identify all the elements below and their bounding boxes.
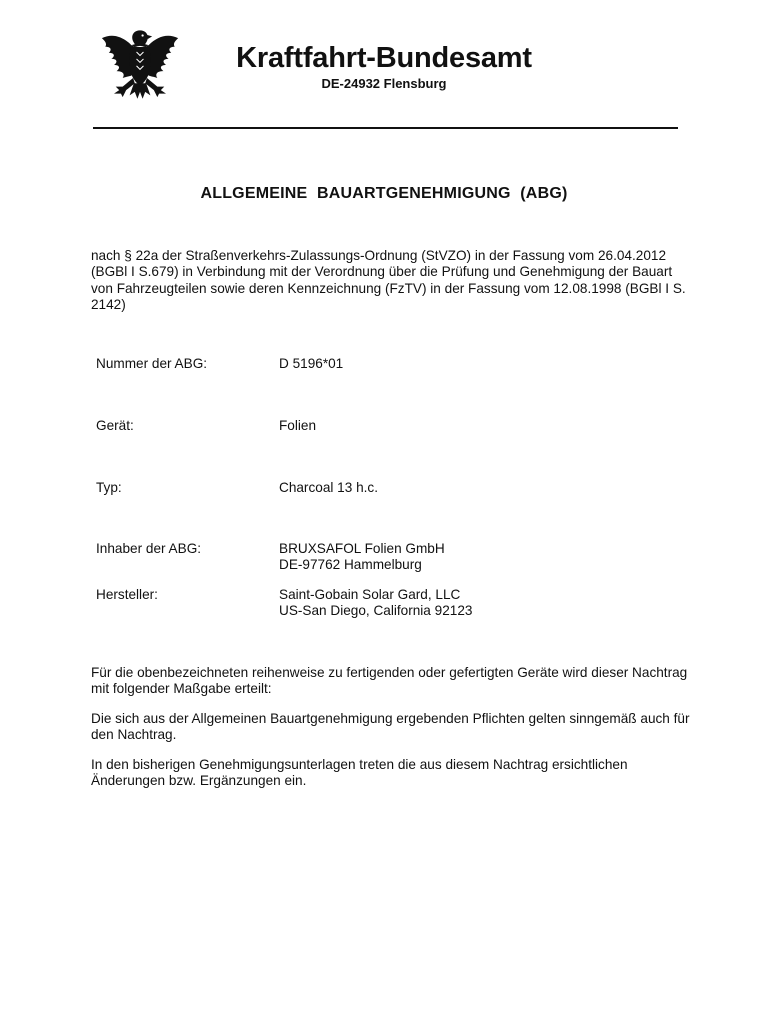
holder-name: BRUXSAFOL Folien GmbH (279, 541, 445, 556)
field-value: Folien (279, 418, 317, 433)
paragraph: In den bisherigen Genehmigungsunterlagen treten die aus diesem Nachtrag ersichtlichen Änderungen bzw. Ergänzungen ein. (91, 757, 628, 789)
field-value: D 5196*01 (279, 356, 344, 371)
agency-name: Kraftfahrt-Bundesamt (236, 42, 532, 74)
field-label: Typ: (96, 480, 122, 495)
manufacturer-name: Saint-Gobain Solar Gard, LLC (279, 587, 461, 602)
paragraph: Für die obenbezeichneten reihenweise zu fertigenden oder gefertigten Geräte wird dieser Nachtrag mit folgender Maßgabe erteilt: (91, 665, 688, 697)
header-divider (93, 127, 678, 129)
field-label: Nummer der ABG: (96, 356, 208, 371)
manufacturer-address: US-San Diego, California 92123 (279, 603, 473, 618)
field-label: Hersteller: (96, 587, 158, 602)
document-title: ALLGEMEINE BAUARTGENEHMIGUNG (ABG) (200, 185, 568, 202)
holder-address: DE-97762 Hammelburg (279, 557, 422, 572)
paragraph: Die sich aus der Allgemeinen Bauartgenehmigung ergebenden Pflichten gelten sinngemäß auch für den Nachtrag. (91, 711, 690, 743)
federal-eagle-emblem (96, 26, 184, 104)
field-value (279, 587, 679, 619)
agency-address: DE-24932 Flensburg (321, 76, 447, 91)
field-value (279, 541, 679, 573)
field-label: Gerät: (96, 418, 134, 433)
field-label: Inhaber der ABG: (96, 541, 202, 556)
legal-basis-paragraph: nach § 22a der Straßenverkehrs-Zulassungs-Ordnung (StVZO) in der Fassung vom 26.04.2012 (BGBl I S.679) in Verbindung mit der Verordnung über die Prüfung und Genehmigung der Bauart von Fahrzeugteilen sowie deren Kennzeichnung (FzTV) in der Fassung vom 12.08.1998 (BGBl I S. 2142) (91, 248, 686, 312)
field-value: Charcoal 13 h.c. (279, 480, 378, 495)
